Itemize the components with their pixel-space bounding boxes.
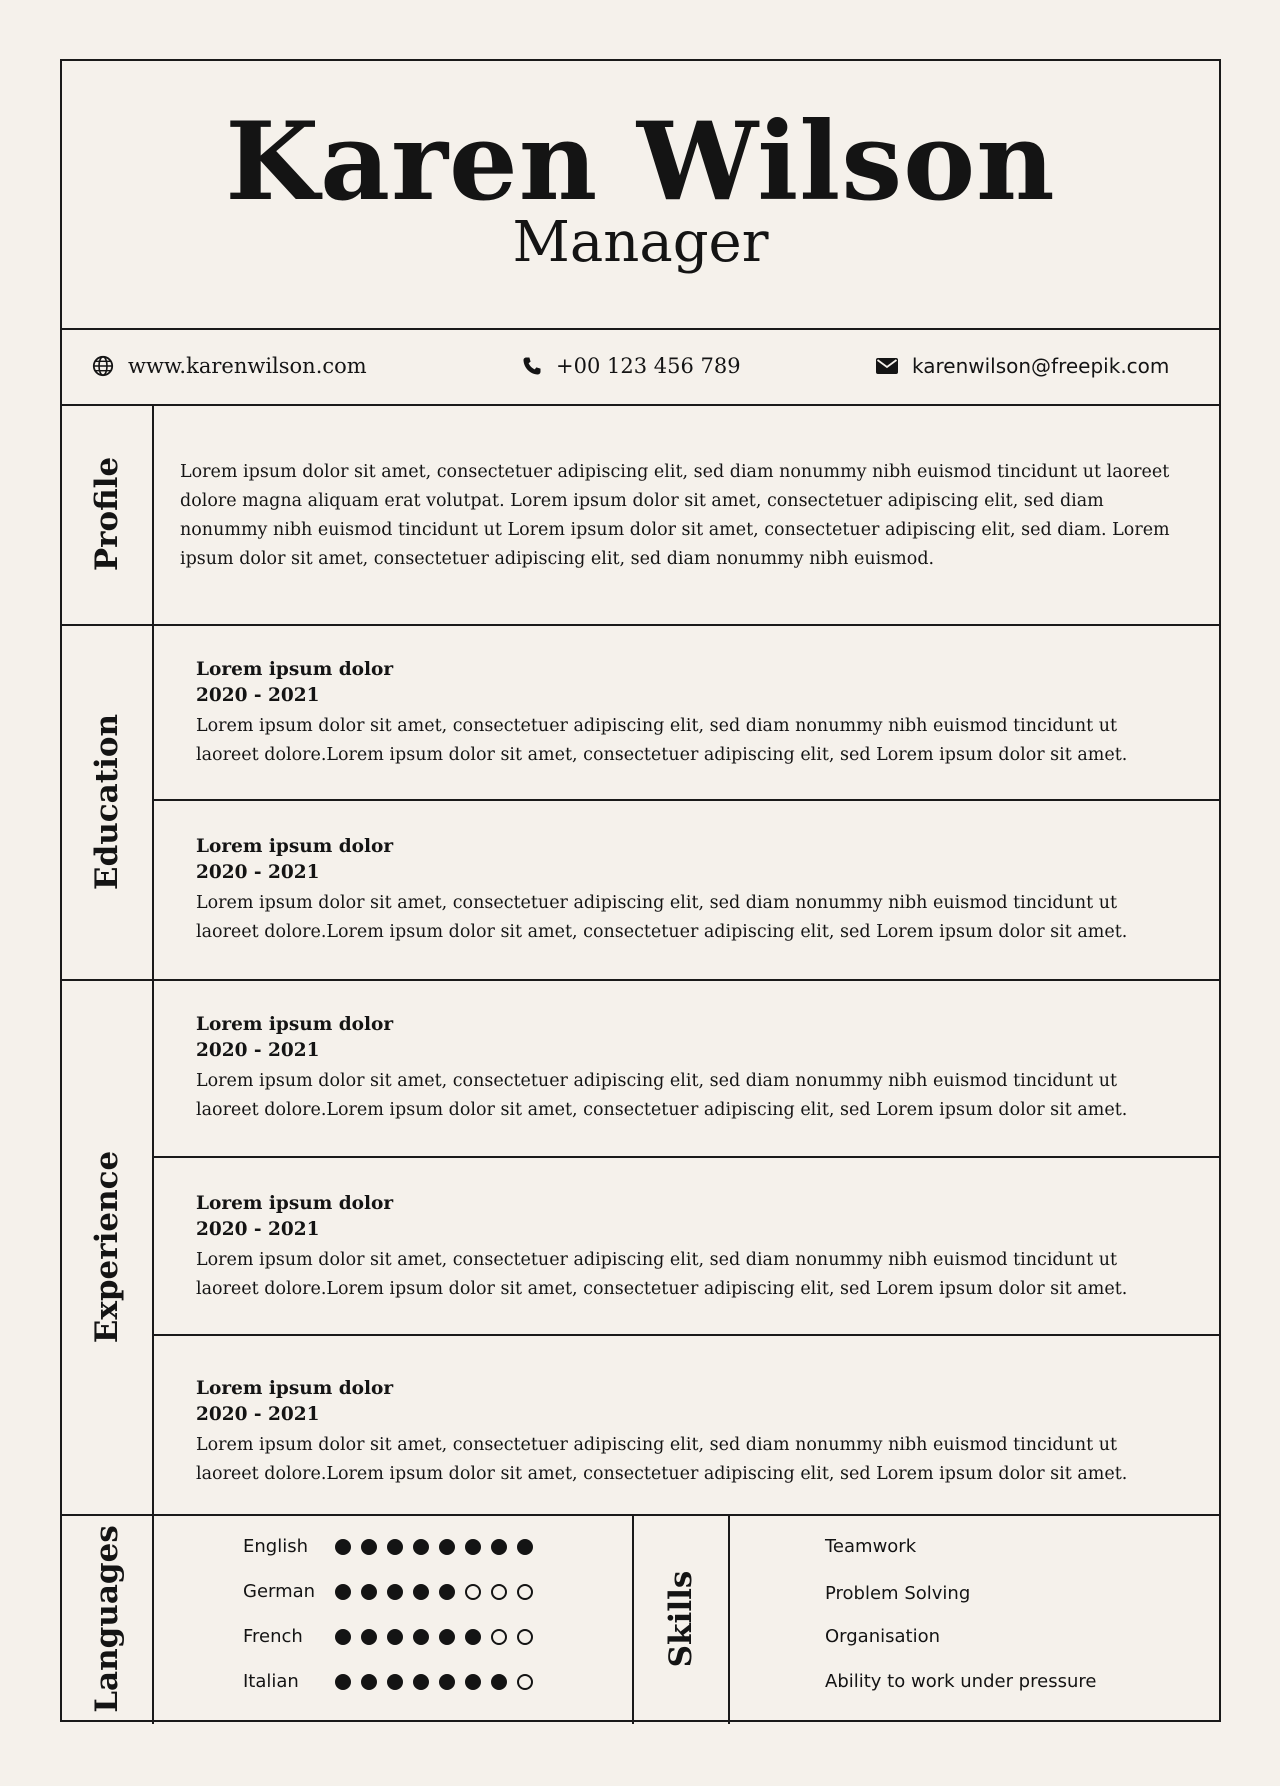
- resume-header: [62, 61, 1219, 330]
- experience-entry: [154, 1336, 1219, 1512]
- language-level: [335, 1584, 533, 1600]
- experience-label-cell: [62, 979, 154, 1514]
- skill-item: Problem Solving: [825, 1583, 971, 1604]
- skill-item: Ability to work under pressure: [825, 1671, 1097, 1692]
- language-name: Italian: [243, 1671, 299, 1692]
- profile-label: Profile: [89, 456, 125, 572]
- level-dot-empty: [465, 1584, 481, 1600]
- envelope-icon: [876, 358, 898, 374]
- resume-sheet: [60, 59, 1221, 1722]
- skill-item: Organisation: [825, 1626, 941, 1647]
- level-dot-empty: [517, 1674, 533, 1690]
- education-label: Education: [89, 713, 125, 890]
- language-name: French: [243, 1626, 303, 1647]
- level-dot-filled: [413, 1584, 429, 1600]
- education-entry: [154, 801, 1219, 977]
- skills-label-cell: [634, 1514, 730, 1724]
- entry-years: 2020 - 2021: [196, 1219, 320, 1240]
- level-dot-filled: [413, 1674, 429, 1690]
- entry-years: 2020 - 2021: [196, 685, 320, 706]
- language-name: German: [243, 1581, 316, 1602]
- education-label-cell: [62, 624, 154, 979]
- entry-title: Lorem ipsum dolor: [196, 1193, 394, 1214]
- entry-title: Lorem ipsum dolor: [196, 836, 394, 857]
- level-dot-empty: [517, 1584, 533, 1600]
- entry-years: 2020 - 2021: [196, 862, 320, 883]
- profile-label-cell: [62, 404, 154, 624]
- level-dot-filled: [361, 1539, 377, 1555]
- entry-description: Lorem ipsum dolor sit amet, consectetuer adipiscing elit, sed diam nonummy nibh euismod tincidunt ut laoreet dolore.Lorem ipsum dolor sit amet, consectetuer adipiscing elit, sed Lorem ipsum dolor sit amet.: [196, 1071, 1128, 1120]
- language-row: [243, 1626, 533, 1647]
- level-dot-filled: [439, 1674, 455, 1690]
- level-dot-filled: [387, 1584, 403, 1600]
- job-title: Manager: [512, 210, 769, 275]
- experience-label: Experience: [89, 1150, 125, 1343]
- entry-title: Lorem ipsum dolor: [196, 659, 394, 680]
- skills-label: Skills: [663, 1570, 699, 1668]
- level-dot-filled: [439, 1539, 455, 1555]
- level-dot-filled: [387, 1629, 403, 1645]
- entry-description: Lorem ipsum dolor sit amet, consectetuer adipiscing elit, sed diam nonummy nibh euismod tincidunt ut laoreet dolore.Lorem ipsum dolor sit amet, consectetuer adipiscing elit, sed Lorem ipsum dolor sit amet.: [196, 893, 1128, 942]
- language-name: English: [243, 1536, 308, 1557]
- profile-section: [62, 404, 1219, 626]
- level-dot-filled: [439, 1584, 455, 1600]
- level-dot-filled: [361, 1674, 377, 1690]
- education-section: [62, 624, 1219, 981]
- languages-list: [154, 1514, 634, 1724]
- entry-years: 2020 - 2021: [196, 1404, 320, 1425]
- globe-icon: [92, 355, 114, 377]
- language-row: [243, 1671, 533, 1692]
- level-dot-filled: [465, 1674, 481, 1690]
- experience-entry: [154, 1158, 1219, 1336]
- contact-phone[interactable]: [522, 328, 741, 404]
- level-dot-filled: [335, 1674, 351, 1690]
- entry-description: Lorem ipsum dolor sit amet, consectetuer adipiscing elit, sed diam nonummy nibh euismod tincidunt ut laoreet dolore.Lorem ipsum dolor sit amet, consectetuer adipiscing elit, sed Lorem ipsum dolor sit amet.: [196, 716, 1128, 765]
- contact-email[interactable]: [876, 328, 1169, 404]
- languages-label: Languages: [89, 1525, 125, 1713]
- level-dot-filled: [491, 1539, 507, 1555]
- level-dot-filled: [465, 1539, 481, 1555]
- skill-item: Teamwork: [825, 1536, 917, 1557]
- education-entry: [154, 624, 1219, 801]
- level-dot-filled: [387, 1674, 403, 1690]
- languages-label-cell: [62, 1514, 154, 1724]
- phone-text: +00 123 456 789: [556, 354, 741, 378]
- level-dot-filled: [387, 1539, 403, 1555]
- level-dot-filled: [413, 1629, 429, 1645]
- level-dot-empty: [491, 1629, 507, 1645]
- entry-description: Lorem ipsum dolor sit amet, consectetuer adipiscing elit, sed diam nonummy nibh euismod tincidunt ut laoreet dolore.Lorem ipsum dolor sit amet, consectetuer adipiscing elit, sed Lorem ipsum dolor sit amet.: [196, 1250, 1128, 1299]
- contact-bar: [62, 328, 1219, 406]
- website-text: www.karenwilson.com: [128, 354, 367, 378]
- language-level: [335, 1539, 533, 1555]
- phone-icon: [522, 356, 542, 376]
- level-dot-filled: [465, 1629, 481, 1645]
- entry-years: 2020 - 2021: [196, 1040, 320, 1061]
- language-row: [243, 1581, 533, 1602]
- email-text: karenwilson@freepik.com: [912, 354, 1170, 378]
- entry-title: Lorem ipsum dolor: [196, 1014, 394, 1035]
- experience-entry: [154, 979, 1219, 1158]
- level-dot-filled: [413, 1539, 429, 1555]
- contact-website[interactable]: [92, 328, 367, 404]
- level-dot-empty: [517, 1629, 533, 1645]
- experience-section: [62, 979, 1219, 1516]
- level-dot-filled: [335, 1629, 351, 1645]
- level-dot-filled: [517, 1539, 533, 1555]
- level-dot-filled: [335, 1539, 351, 1555]
- language-level: [335, 1629, 533, 1645]
- language-row: [243, 1536, 533, 1557]
- entry-title: Lorem ipsum dolor: [196, 1378, 394, 1399]
- languages-skills-section: [62, 1514, 1219, 1724]
- profile-text: Lorem ipsum dolor sit amet, consectetuer adipiscing elit, sed diam nonummy nibh euismod tincidunt ut laoreet dolore magna aliquam erat volutpat. Lorem ipsum dolor sit amet, consectetuer adipiscing elit, sed diam nonummy nibh euismod tincidunt ut Lorem ipsum dolor sit amet, consectetuer adipiscing elit, sed diam. Lorem ipsum dolor sit amet, consectetuer adipiscing elit, sed diam nonummy nibh euismod.: [180, 462, 1170, 569]
- level-dot-filled: [335, 1584, 351, 1600]
- level-dot-empty: [491, 1584, 507, 1600]
- person-name: Karen Wilson: [225, 99, 1056, 225]
- level-dot-filled: [491, 1674, 507, 1690]
- entry-description: Lorem ipsum dolor sit amet, consectetuer adipiscing elit, sed diam nonummy nibh euismod tincidunt ut laoreet dolore.Lorem ipsum dolor sit amet, consectetuer adipiscing elit, sed Lorem ipsum dolor sit amet.: [196, 1435, 1128, 1484]
- level-dot-filled: [361, 1629, 377, 1645]
- level-dot-filled: [361, 1584, 377, 1600]
- level-dot-filled: [439, 1629, 455, 1645]
- language-level: [335, 1674, 533, 1690]
